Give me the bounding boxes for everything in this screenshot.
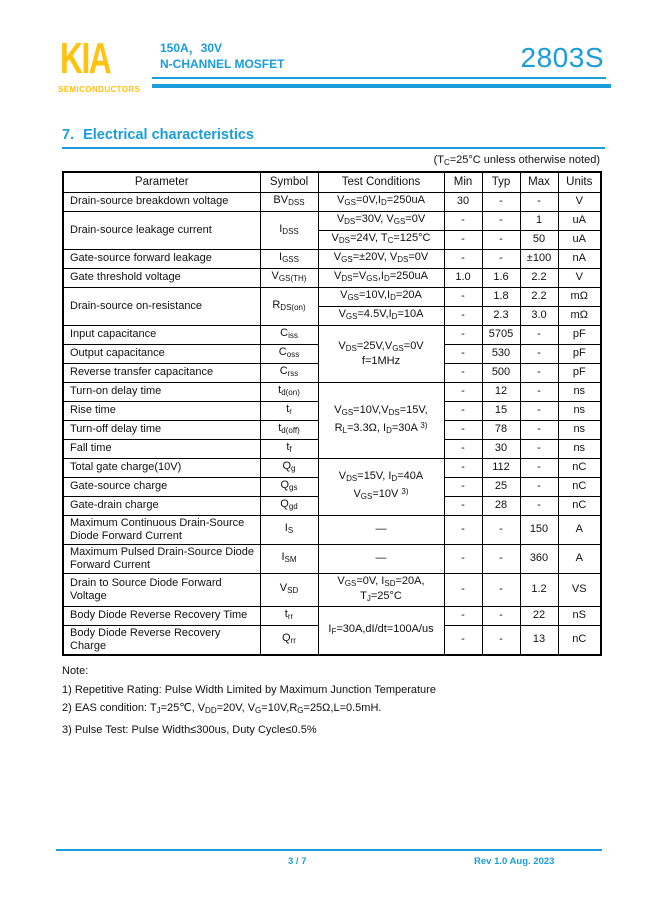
note-line-3: 3) Pulse Test: Pulse Width≤300us, Duty Cycle≤0.5%	[62, 723, 317, 736]
kia-logo: KIA	[60, 34, 111, 83]
cell-max: -	[520, 363, 558, 382]
cell-min: -	[444, 287, 482, 306]
cell-param: Gate-drain charge	[63, 496, 260, 515]
cell-cond: $V_{DS}=V_{GS},I_D=250uA$	[318, 268, 444, 287]
cell-units: ns	[558, 382, 601, 401]
revision: Rev 1.0 Aug. 2023	[474, 856, 555, 867]
cell-max: 150	[520, 515, 558, 544]
cell-typ: -	[482, 192, 520, 211]
cell-cond: —	[318, 515, 444, 544]
logo-subtext: SEMICONDUCTORS	[58, 85, 141, 94]
cell-max: -	[520, 458, 558, 477]
table-row-10	[63, 382, 601, 401]
product-type: N-CHANNEL MOSFET	[160, 57, 285, 71]
cell-min: -	[444, 458, 482, 477]
cell-units: ns	[558, 420, 601, 439]
table-header	[63, 172, 601, 192]
cell-max: 360	[520, 544, 558, 573]
cell-min: -	[444, 230, 482, 249]
cell-max: -	[520, 420, 558, 439]
table-body	[63, 192, 601, 655]
table-row-1	[63, 211, 601, 230]
cell-min: -	[444, 544, 482, 573]
cell-units: nC	[558, 496, 601, 515]
cell-min: -	[444, 496, 482, 515]
cell-param: Gate threshold voltage	[63, 268, 260, 287]
cell-typ: 15	[482, 401, 520, 420]
cell-param: Drain-source leakage current	[63, 211, 260, 249]
cell-param: Turn-on delay time	[63, 382, 260, 401]
cell-sym: $Q_{rr}$	[260, 625, 318, 655]
electrical-characteristics-table	[62, 171, 602, 656]
col-header-cond: Test Conditions	[318, 172, 444, 192]
cell-cond: $V_{DS}=15V$, $I_D=40A$ $V_{GS}=10V$ $^{3)}$	[318, 458, 444, 515]
cell-cond: $V_{DS}=30V$, $V_{GS}=0V$	[318, 211, 444, 230]
cell-param: Fall time	[63, 439, 260, 458]
cell-typ: 5705	[482, 325, 520, 344]
cell-min: -	[444, 439, 482, 458]
table-row-20	[63, 606, 601, 625]
cell-typ: -	[482, 606, 520, 625]
table-row-7	[63, 325, 601, 344]
cell-sym: $C_{iss}$	[260, 325, 318, 344]
cell-units: ns	[558, 439, 601, 458]
cell-min: -	[444, 573, 482, 606]
cell-cond: $I_F=30A,dI/dt=100A/us$	[318, 606, 444, 655]
col-header-min: Min	[444, 172, 482, 192]
cell-typ: -	[482, 625, 520, 655]
cell-units: VS	[558, 573, 601, 606]
cell-typ: 2.3	[482, 306, 520, 325]
cell-typ: 78	[482, 420, 520, 439]
cell-typ: 1.8	[482, 287, 520, 306]
col-header-max: Max	[520, 172, 558, 192]
cell-cond: $V_{DS}=25V,V_{GS}=0V$ f=1MHz	[318, 325, 444, 382]
col-header-param: Parameter	[63, 172, 260, 192]
cell-param: Drain to Source Diode Forward Voltage	[63, 573, 260, 606]
cell-sym: $t_f$	[260, 439, 318, 458]
product-subtitle	[160, 40, 284, 72]
cell-param: Input capacitance	[63, 325, 260, 344]
cell-min: -	[444, 382, 482, 401]
cell-cond: $V_{GS}=4.5V,I_D=10A$	[318, 306, 444, 325]
cell-max: 22	[520, 606, 558, 625]
header-divider-thick	[152, 84, 611, 88]
cell-max: 3.0	[520, 306, 558, 325]
table-row-4	[63, 268, 601, 287]
cell-cond: $V_{GS}=0V$, $I_{SD}=20A$, $T_J=25^\circ C$	[318, 573, 444, 606]
cell-units: nC	[558, 458, 601, 477]
cell-units: nA	[558, 249, 601, 268]
cell-typ: 500	[482, 363, 520, 382]
table-row-18	[63, 544, 601, 573]
cell-units: mΩ	[558, 287, 601, 306]
cell-max: -	[520, 382, 558, 401]
cell-cond: $V_{GS}=0V,I_D=250uA$	[318, 192, 444, 211]
cell-max: -	[520, 477, 558, 496]
cell-sym: $t_{d(off)}$	[260, 420, 318, 439]
section-number: 7.	[62, 127, 75, 143]
cell-max: 1.2	[520, 573, 558, 606]
cell-typ: 12	[482, 382, 520, 401]
cell-typ: -	[482, 249, 520, 268]
note-label: Note:	[62, 665, 89, 677]
part-number: 2803S	[520, 42, 604, 73]
table-row-17	[63, 515, 601, 544]
notes-block	[62, 662, 436, 739]
cell-sym: $C_{rss}$	[260, 363, 318, 382]
cell-param: Maximum Continuous Drain-Source Diode Forward Current	[63, 515, 260, 544]
cell-typ: -	[482, 573, 520, 606]
note-line-1: 1) Repetitive Rating: Pulse Width Limited by Maximum Junction Temperature	[62, 683, 436, 696]
cell-units: V	[558, 192, 601, 211]
cell-sym: $I_{DSS}$	[260, 211, 318, 249]
table-row-3	[63, 249, 601, 268]
cell-typ: -	[482, 544, 520, 573]
col-header-sym: Symbol	[260, 172, 318, 192]
cell-sym: $Q_{gs}$	[260, 477, 318, 496]
cell-min: -	[444, 420, 482, 439]
cell-max: 2.2	[520, 287, 558, 306]
cell-param: Total gate charge(10V)	[63, 458, 260, 477]
cell-min: -	[444, 515, 482, 544]
section-title-text: Electrical characteristics	[83, 127, 254, 143]
cell-units: nS	[558, 606, 601, 625]
cell-max: -	[520, 344, 558, 363]
cell-max: ±100	[520, 249, 558, 268]
cell-min: -	[444, 306, 482, 325]
cell-sym: $V_{GS(TH)}$	[260, 268, 318, 287]
section-title	[62, 127, 254, 143]
cell-param: Body Diode Reverse Recovery Charge	[63, 625, 260, 655]
cell-min: -	[444, 249, 482, 268]
cell-typ: 28	[482, 496, 520, 515]
header-divider-thin	[152, 77, 606, 79]
cell-min: -	[444, 625, 482, 655]
cell-typ: -	[482, 515, 520, 544]
table-row-0	[63, 192, 601, 211]
cell-min: -	[444, 344, 482, 363]
cell-sym: $Q_{gd}$	[260, 496, 318, 515]
cell-typ: 30	[482, 439, 520, 458]
table-row-19	[63, 573, 601, 606]
cell-min: 1.0	[444, 268, 482, 287]
cell-sym: $C_{oss}$	[260, 344, 318, 363]
cell-sym: $Q_g$	[260, 458, 318, 477]
cell-param: Gate-source forward leakage	[63, 249, 260, 268]
cell-typ: 1.6	[482, 268, 520, 287]
table-row-5	[63, 287, 601, 306]
cell-min: -	[444, 401, 482, 420]
table-row-14	[63, 458, 601, 477]
cell-min: -	[444, 363, 482, 382]
cell-typ: 530	[482, 344, 520, 363]
col-header-typ: Typ	[482, 172, 520, 192]
cell-param: Drain-source breakdown voltage	[63, 192, 260, 211]
cell-sym: $BV_{DSS}$	[260, 192, 318, 211]
cell-units: nC	[558, 477, 601, 496]
cell-param: Turn-off delay time	[63, 420, 260, 439]
cell-param: Drain-source on-resistance	[63, 287, 260, 325]
cell-max: -	[520, 401, 558, 420]
cell-cond: $V_{GS}=10V,V_{DS}=15V$, $R_L=3.3\Omega$, $I_D=30A$ $^{3)}$	[318, 382, 444, 458]
cell-typ: 25	[482, 477, 520, 496]
footer-divider	[56, 849, 602, 851]
cell-units: ns	[558, 401, 601, 420]
cell-sym: $V_{SD}$	[260, 573, 318, 606]
cell-min: -	[444, 477, 482, 496]
cell-cond: $V_{GS}=10V,I_D=20A$	[318, 287, 444, 306]
cell-max: 2.2	[520, 268, 558, 287]
cell-cond: $V_{DS}=24V$, $T_C=125^\circ C$	[318, 230, 444, 249]
cell-param: Maximum Pulsed Drain-Source Diode Forward Current	[63, 544, 260, 573]
cell-param: Body Diode Reverse Recovery Time	[63, 606, 260, 625]
page-number: 3 / 7	[288, 856, 307, 867]
cell-param: Reverse transfer capacitance	[63, 363, 260, 382]
cell-max: -	[520, 439, 558, 458]
cell-min: -	[444, 325, 482, 344]
cell-sym: $t_{rr}$	[260, 606, 318, 625]
cell-param: Output capacitance	[63, 344, 260, 363]
cell-typ: -	[482, 211, 520, 230]
cell-sym: $t_{d(on)}$	[260, 382, 318, 401]
cell-units: nC	[558, 625, 601, 655]
cell-units: uA	[558, 230, 601, 249]
cell-units: A	[558, 544, 601, 573]
cell-param: Rise time	[63, 401, 260, 420]
cell-sym: $I_S$	[260, 515, 318, 544]
cell-typ: -	[482, 230, 520, 249]
cell-max: -	[520, 496, 558, 515]
note-line-2: 2) EAS condition: $T_J=25℃$, $V_{DD}=20V$, $V_G=10V,R_G=25\Omega,L=0.5mH$.	[62, 702, 382, 715]
cell-units: pF	[558, 363, 601, 382]
product-rating: 150A，30V	[160, 41, 223, 55]
cell-units: mΩ	[558, 306, 601, 325]
section-title-underline	[62, 147, 605, 149]
cell-max: 50	[520, 230, 558, 249]
cell-max: 1	[520, 211, 558, 230]
col-header-units: Units	[558, 172, 601, 192]
cell-max: -	[520, 325, 558, 344]
cell-typ: 112	[482, 458, 520, 477]
cell-min: 30	[444, 192, 482, 211]
cell-max: 13	[520, 625, 558, 655]
condition-note: ($T_C=25^\circ C$ unless otherwise noted)	[433, 154, 600, 167]
cell-min: -	[444, 211, 482, 230]
cell-sym: $I_{SM}$	[260, 544, 318, 573]
cell-units: pF	[558, 344, 601, 363]
cell-sym: $t_r$	[260, 401, 318, 420]
cell-min: -	[444, 606, 482, 625]
cell-cond: $V_{GS}=\pm 20V$, $V_{DS}=0V$	[318, 249, 444, 268]
cell-units: A	[558, 515, 601, 544]
cell-units: V	[558, 268, 601, 287]
cell-units: pF	[558, 325, 601, 344]
cell-param: Gate-source charge	[63, 477, 260, 496]
table-container	[62, 171, 602, 656]
cell-sym: $R_{DS(on)}$	[260, 287, 318, 325]
cell-cond: —	[318, 544, 444, 573]
cell-max: -	[520, 192, 558, 211]
cell-sym: $I_{GSS}$	[260, 249, 318, 268]
cell-units: uA	[558, 211, 601, 230]
